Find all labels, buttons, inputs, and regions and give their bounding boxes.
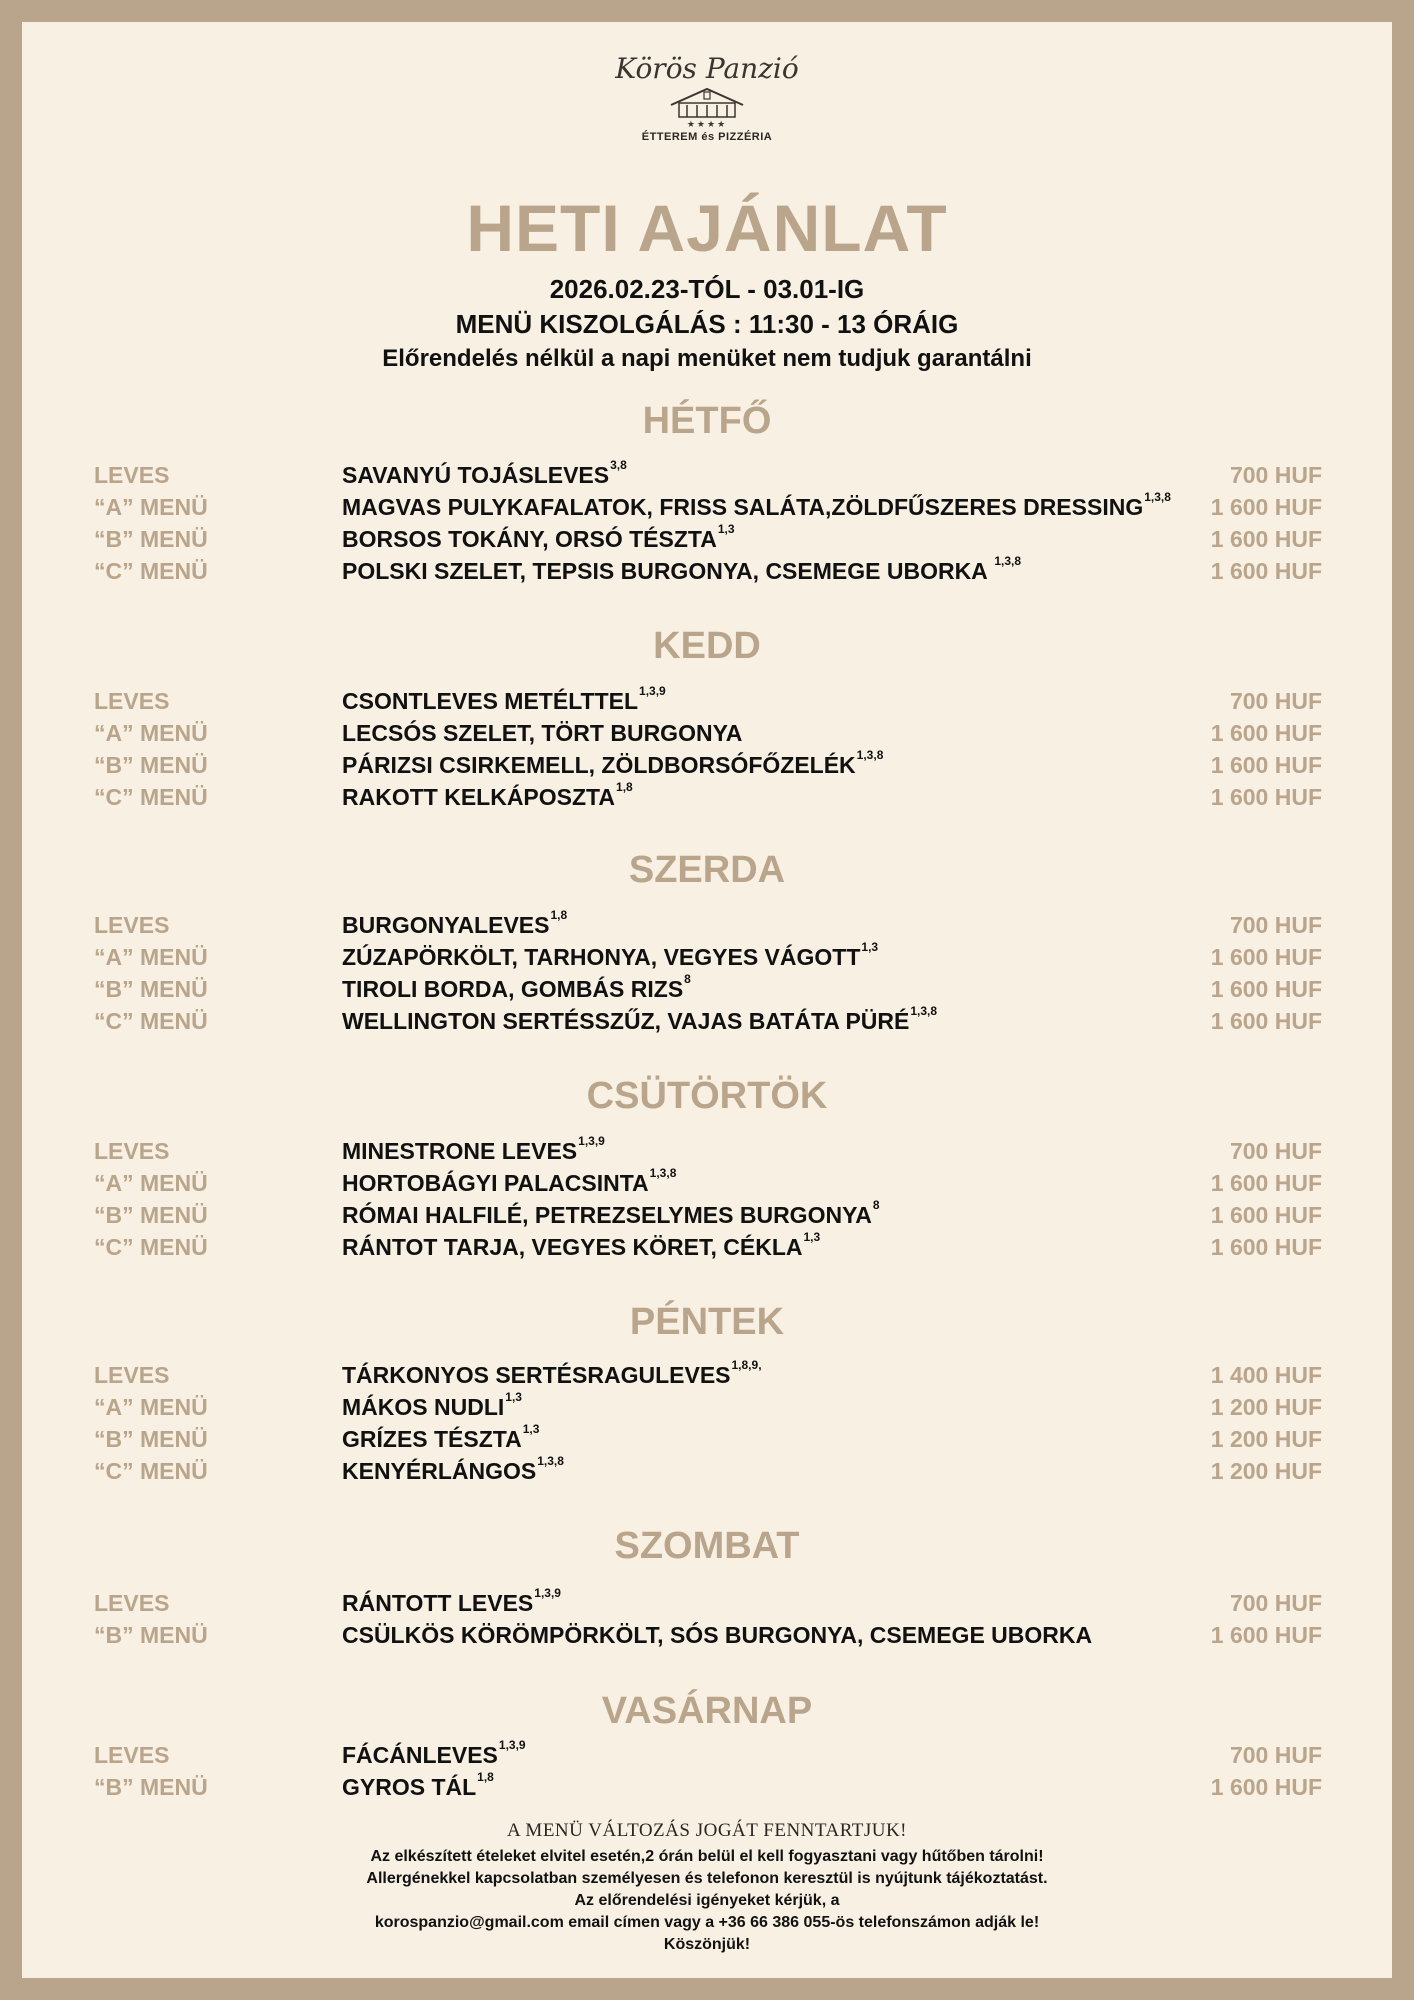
menu-label: “B” MENÜ <box>94 526 208 552</box>
allergen-codes: 1,3,9 <box>534 1586 561 1600</box>
dish-text: RAKOTT KELKÁPOSZTA <box>342 784 616 810</box>
dish-text: BURGONYALEVES <box>342 912 550 938</box>
menu-label: LEVES <box>94 688 170 714</box>
dish-text: SAVANYÚ TOJÁSLEVES <box>342 462 610 488</box>
page-title: HETI AJÁNLAT <box>466 191 948 265</box>
menu-row <box>22 458 1392 494</box>
dish-text: TÁRKONYOS SERTÉSRAGULEVES <box>342 1362 731 1388</box>
menu-row <box>22 1586 1392 1622</box>
price: 1 600 HUF <box>1210 1622 1322 1648</box>
dish-name <box>342 1358 762 1389</box>
dish-name <box>342 780 633 811</box>
menu-label: LEVES <box>94 1138 170 1164</box>
menu-label: “A” MENÜ <box>94 494 208 520</box>
dish-text: POLSKI SZELET, TEPSIS BURGONYA, CSEMEGE UBORKA <box>342 558 994 584</box>
dish-name <box>342 748 884 779</box>
footer-line: Az elkészített ételeket elvitel esetén,2 órán belül el kell fogyasztani vagy hűtőben tárolni! <box>370 1848 1044 1865</box>
allergen-codes: 8 <box>872 1198 880 1212</box>
dish-text: MÁKOS NUDLI <box>342 1394 505 1420</box>
price: 1 200 HUF <box>1210 1426 1322 1452</box>
price: 1 400 HUF <box>1210 1362 1322 1388</box>
allergen-codes: 1,3 <box>803 1230 821 1244</box>
dish-text: PÁRIZSI CSIRKEMELL, ZÖLDBORSÓFŐZELÉK <box>342 752 856 778</box>
price: 700 HUF <box>1229 462 1322 488</box>
menu-row <box>22 972 1392 1008</box>
logo <box>22 52 1392 143</box>
price: 1 600 HUF <box>1210 558 1322 584</box>
menu-label: “B” MENÜ <box>94 1202 208 1228</box>
menu-label: “C” MENÜ <box>94 1234 208 1260</box>
price: 1 200 HUF <box>1210 1458 1322 1484</box>
price: 700 HUF <box>1229 688 1322 714</box>
dish-name <box>342 940 879 971</box>
day-heading: PÉNTEK <box>629 1301 785 1343</box>
building-icon <box>667 85 747 119</box>
menu-label: “C” MENÜ <box>94 784 208 810</box>
menu-row <box>22 1134 1392 1170</box>
day-heading: SZERDA <box>628 849 786 891</box>
menu-row <box>22 1230 1392 1266</box>
menu-row <box>22 522 1392 558</box>
menu-label: “B” MENÜ <box>94 976 208 1002</box>
menu-row <box>22 1390 1392 1426</box>
price: 1 600 HUF <box>1210 944 1322 970</box>
logo-name: Körös Panzió <box>615 52 799 85</box>
menu-row <box>22 1622 1392 1654</box>
price: 700 HUF <box>1229 1742 1322 1768</box>
menu-row <box>22 1198 1392 1234</box>
day-heading: CSÜTÖRTÖK <box>586 1075 828 1117</box>
dish-text: BORSOS TOKÁNY, ORSÓ TÉSZTA <box>342 526 717 552</box>
allergen-codes: 1,3,8 <box>649 1166 677 1180</box>
dish-text: MAGVAS PULYKAFALATOK, FRISS SALÁTA,ZÖLDFŰSZERES DRESSING <box>342 494 1144 520</box>
dish-name <box>342 490 1171 521</box>
day-heading: VASÁRNAP <box>601 1690 813 1732</box>
menu-label: “A” MENÜ <box>94 1394 208 1420</box>
dish-name <box>342 1422 540 1453</box>
dish-name <box>342 972 691 1003</box>
day-heading: KEDD <box>653 625 761 667</box>
menu-label: “C” MENÜ <box>94 1458 208 1484</box>
dish-name <box>342 1454 564 1485</box>
price: 1 600 HUF <box>1210 1202 1322 1228</box>
menu-label: LEVES <box>94 462 170 488</box>
dish-text: KENYÉRLÁNGOS <box>342 1458 537 1484</box>
price: 1 600 HUF <box>1210 1008 1322 1034</box>
menu-row <box>22 780 1392 816</box>
price: 700 HUF <box>1229 1138 1322 1164</box>
service-hours: MENÜ KISZOLGÁLÁS : 11:30 - 13 ÓRÁIG <box>455 309 959 339</box>
menu-row <box>22 748 1392 784</box>
menu-row <box>22 1358 1392 1394</box>
logo-subtitle: ÉTTEREM és PIZZÉRIA <box>641 131 773 143</box>
dish-text: FÁCÁNLEVES <box>342 1742 498 1768</box>
footer-line: korospanzio@gmail.com email címen vagy a +36 66 386 055-ös telefonszámon adják le! <box>374 1914 1040 1931</box>
menu-label: LEVES <box>94 912 170 938</box>
price: 1 600 HUF <box>1210 1774 1322 1800</box>
allergen-codes: 8 <box>684 972 691 986</box>
dish-name <box>342 1390 522 1421</box>
dish-name <box>342 522 735 553</box>
allergen-codes: 1,8 <box>477 1770 494 1784</box>
menu-row <box>22 1454 1392 1490</box>
price: 1 600 HUF <box>1210 976 1322 1002</box>
dish-name <box>342 1586 561 1617</box>
dish-name <box>342 684 666 715</box>
allergen-codes: 1,3,8 <box>994 554 1022 568</box>
allergen-codes: 1,3 <box>505 1390 522 1404</box>
price: 1 600 HUF <box>1210 784 1322 810</box>
menu-page <box>22 22 1392 1978</box>
menu-label: LEVES <box>94 1590 170 1616</box>
dish-text: LECSÓS SZELET, TÖRT BURGONYA <box>342 720 743 746</box>
menu-row <box>22 1422 1392 1458</box>
menu-label: “A” MENÜ <box>94 720 208 746</box>
menu-label: “A” MENÜ <box>94 944 208 970</box>
price: 1 600 HUF <box>1210 720 1322 746</box>
menu-label: LEVES <box>94 1362 170 1388</box>
logo-stars: ★★★★ <box>686 119 728 129</box>
footer-line: Allergénekkel kapcsolatban személyesen és telefonon keresztül is nyújtunk tájékoztatást. <box>366 1870 1048 1887</box>
dish-name <box>342 1166 677 1197</box>
footer-title: A MENÜ VÁLTOZÁS JOGÁT FENNTARTJUK! <box>507 1820 907 1841</box>
allergen-codes: 1,3 <box>522 1422 540 1436</box>
allergen-codes: 1,3,9 <box>639 684 666 698</box>
dish-name <box>342 1230 821 1261</box>
price: 1 600 HUF <box>1210 1234 1322 1260</box>
menu-row <box>22 684 1392 720</box>
dish-name <box>342 1198 880 1229</box>
dish-name <box>342 720 742 747</box>
menu-row <box>22 490 1392 526</box>
price: 1 600 HUF <box>1210 526 1322 552</box>
allergen-codes: 1,3,9 <box>578 1134 605 1148</box>
footer-line: Az előrendelési igényeket kérjük, a <box>574 1892 840 1909</box>
dish-text: TIROLI BORDA, GOMBÁS RIZS <box>342 976 684 1002</box>
dish-name <box>342 908 568 939</box>
preorder-notice: Előrendelés nélkül a napi menüket nem tudjuk garantálni <box>382 345 1032 372</box>
allergen-codes: 1,8 <box>616 780 633 794</box>
dish-name <box>342 1004 938 1035</box>
menu-label: “B” MENÜ <box>94 1426 208 1452</box>
menu-label: “B” MENÜ <box>94 1774 208 1800</box>
menu-row <box>22 1738 1392 1774</box>
menu-row <box>22 1004 1392 1040</box>
allergen-codes: 1,3,8 <box>910 1004 938 1018</box>
menu-row <box>22 1166 1392 1202</box>
menu-row <box>22 908 1392 944</box>
allergen-codes: 1,3 <box>717 522 735 536</box>
price: 1 600 HUF <box>1210 494 1322 520</box>
menu-label: “C” MENÜ <box>94 1008 208 1034</box>
price: 1 200 HUF <box>1210 1394 1322 1420</box>
allergen-codes: 1,3 <box>861 940 879 954</box>
allergen-codes: 1,3,8 <box>856 748 884 762</box>
menu-row <box>22 554 1392 590</box>
price: 700 HUF <box>1229 1590 1322 1616</box>
dish-text: CSONTLEVES METÉLTTEL <box>342 688 639 714</box>
day-heading: SZOMBAT <box>614 1525 800 1567</box>
dish-name <box>342 1134 605 1165</box>
footer-line: Köszönjük! <box>663 1936 751 1953</box>
dish-text: GRÍZES TÉSZTA <box>342 1426 522 1452</box>
menu-label: LEVES <box>94 1742 170 1768</box>
menu-row <box>22 940 1392 976</box>
allergen-codes: 1,3,9 <box>498 1738 526 1752</box>
allergen-codes: 1,3,8 <box>1144 490 1171 504</box>
date-range: 2026.02.23-TÓL - 03.01-IG <box>549 274 865 304</box>
dish-name <box>342 554 1022 585</box>
day-heading: HÉTFŐ <box>642 400 772 442</box>
dish-name <box>342 1622 1092 1649</box>
menu-row <box>22 1770 1392 1806</box>
dish-name <box>342 458 627 489</box>
menu-label: “B” MENÜ <box>94 1622 208 1648</box>
price: 1 600 HUF <box>1210 1170 1322 1196</box>
dish-text: RÓMAI HALFILÉ, PETREZSELYMES BURGONYA <box>342 1202 872 1228</box>
dish-text: RÁNTOT TARJA, VEGYES KÖRET, CÉKLA <box>342 1234 803 1260</box>
dish-text: RÁNTOTT LEVES <box>342 1590 534 1616</box>
dish-name <box>342 1770 494 1801</box>
dish-text: GYROS TÁL <box>342 1774 477 1800</box>
dish-text: HORTOBÁGYI PALACSINTA <box>342 1170 649 1196</box>
menu-label: “A” MENÜ <box>94 1170 208 1196</box>
allergen-codes: 1,8 <box>550 908 568 922</box>
dish-text: MINESTRONE LEVES <box>342 1138 578 1164</box>
menu-row <box>22 720 1392 752</box>
allergen-codes: 3,8 <box>610 458 627 472</box>
allergen-codes: 1,3,8 <box>537 1454 564 1468</box>
menu-label: “C” MENÜ <box>94 558 208 584</box>
price: 700 HUF <box>1229 912 1322 938</box>
dish-text: CSÜLKÖS KÖRÖMPÖRKÖLT, SÓS BURGONYA, CSEMEGE UBORKA <box>342 1622 1093 1648</box>
allergen-codes: 1,8,9, <box>731 1358 762 1372</box>
dish-text: WELLINGTON SERTÉSSZŰZ, VAJAS BATÁTA PÜRÉ <box>342 1008 910 1034</box>
price: 1 600 HUF <box>1210 752 1322 778</box>
dish-name <box>342 1738 526 1769</box>
menu-label: “B” MENÜ <box>94 752 208 778</box>
dish-text: ZÚZAPÖRKÖLT, TARHONYA, VEGYES VÁGOTT <box>342 944 861 970</box>
